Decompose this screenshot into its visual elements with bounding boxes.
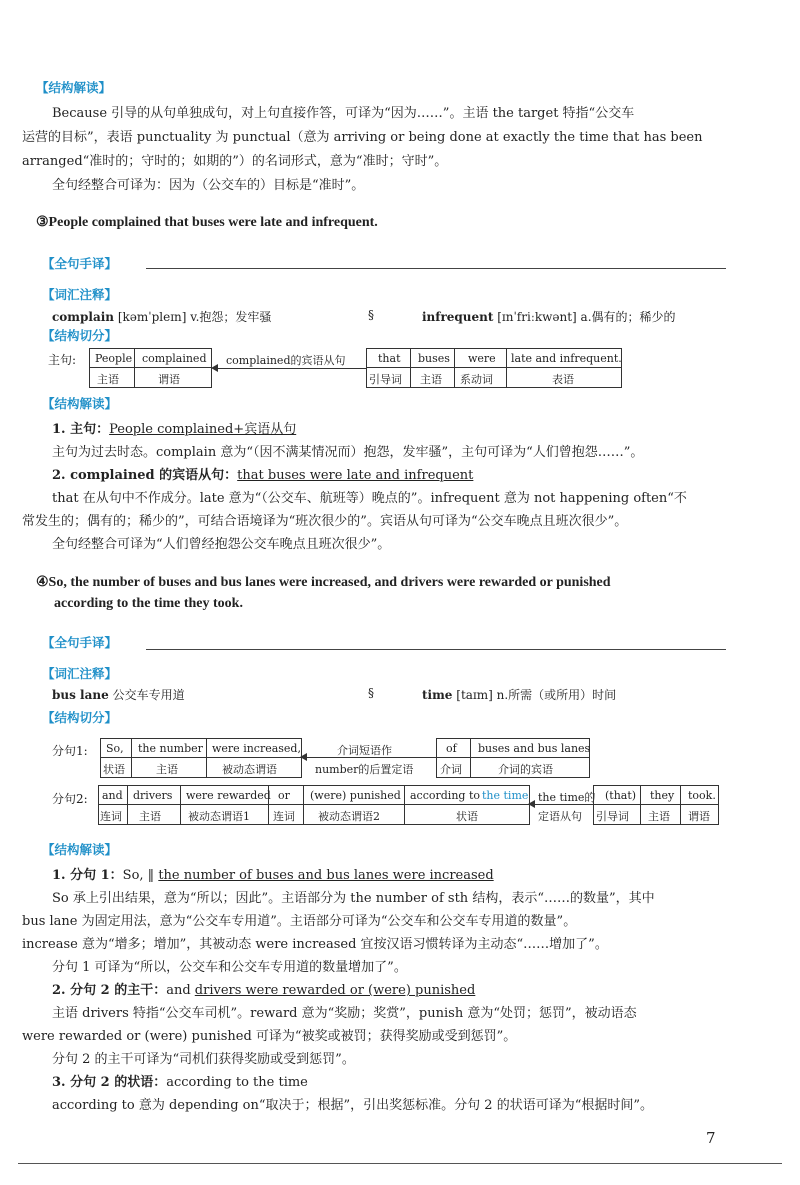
diagram-divider: [206, 738, 207, 777]
section-separator: §: [368, 686, 374, 700]
arrow-label: 介词短语作: [337, 744, 392, 757]
text-line: arranged“准时的；守时的；如期的”）的名词形式，意为“准时；守时”。: [22, 154, 448, 169]
diagram-role: 谓语: [688, 810, 710, 823]
diagram-divider: [127, 785, 128, 824]
diagram-divider: [89, 367, 211, 368]
diagram-word: of: [446, 742, 457, 755]
vocab-def: 公交车专用道: [112, 688, 185, 702]
vocab-def: [ɪnˈfriːkwənt] a.偶有的；稀少的: [497, 310, 676, 324]
point-number: 3. 分句 2 的状语：: [52, 1075, 167, 1090]
vocab-entry: [422, 308, 676, 325]
diagram-arrow: [535, 804, 593, 805]
text-line: bus lane 为固定用法，意为“公交车专用道”。主语部分可译为“公交车和公交车专用道的数量”。: [22, 914, 577, 929]
diagram-word: People: [95, 352, 133, 365]
vocab-word: infrequent: [422, 310, 494, 324]
point-number: 1. 主句：: [52, 422, 110, 437]
diagram-role: 表语: [552, 373, 574, 386]
vocab-def: [taɪm] n.所需（或所用）时间: [456, 688, 617, 702]
diagram-role: 主语: [97, 373, 119, 386]
arrow-label: complained的宾语从句: [226, 354, 346, 367]
diagram-role: 连词: [100, 810, 122, 823]
footer-rule: [18, 1163, 782, 1164]
diagram-word: according to: [410, 789, 480, 802]
point-text: So, ‖: [122, 868, 159, 883]
vocab-entry: [52, 686, 185, 703]
diagram-arrow: [307, 757, 436, 758]
diagram-divider: [454, 348, 455, 387]
diagram-role: 状语: [103, 763, 125, 776]
tag-vocab: 【词汇注释】: [42, 287, 118, 302]
diagram-divider: [134, 348, 135, 387]
vocab-def: [kəmˈpleɪn] v.抱怨；发牢骚: [117, 310, 272, 324]
tag-full-translation: 【全句手译】: [42, 256, 118, 271]
point-text: the number of buses and bus lanes were increased: [158, 868, 494, 883]
diagram-divider: [404, 785, 405, 824]
diagram-divider: [593, 804, 718, 805]
arrowhead-icon: [300, 753, 307, 761]
text-line: 主句为过去时态。complain 意为“（因不满某情况而）抱怨，发牢骚”，主句可译为“人们曾抱怨……”。: [52, 445, 644, 460]
diagram-word: the number: [138, 742, 203, 755]
sentence-heading: ③People complained that buses were late and infrequent.: [36, 215, 378, 230]
diagram-role: 主语: [156, 763, 178, 776]
diagram-role: 状语: [456, 810, 478, 823]
diagram-word: were increased,: [212, 742, 301, 755]
point-number: 2. complained 的宾语从句：: [52, 468, 238, 483]
text-line: Because 引导的从句单独成句，对上句直接作答，可译为“因为……”。主语 the target 特指“公交车: [52, 106, 635, 121]
text-line: So 承上引出结果，意为“所以；因此”。主语部分为 the number of sth 结构，表示“……的数量”，其中: [52, 891, 655, 906]
diagram-role: 主语: [420, 373, 442, 386]
diagram-divider: [410, 348, 411, 387]
point-text: according to the time: [166, 1075, 308, 1090]
sentence-heading: according to the time they took.: [54, 596, 243, 611]
vocab-word: time: [422, 688, 453, 702]
text-line: 全句经整合可译为“人们曾经抱怨公交车晚点且班次很少”。: [52, 537, 391, 552]
diagram-word: So,: [106, 742, 124, 755]
tag-structure-reading: 【结构解读】: [42, 842, 118, 857]
translation-blank-line[interactable]: [146, 268, 726, 269]
text-line: 主语 drivers 特指“公交车司机”。reward 意为“奖励；奖赏”，punish 意为“处罚；惩罚”，被动语态: [52, 1006, 637, 1021]
tag-structure-split: 【结构切分】: [42, 328, 118, 343]
vocab-word: complain: [52, 310, 115, 324]
diagram-divider: [131, 738, 132, 777]
diagram-word: buses and bus lanes: [478, 742, 591, 755]
diagram-divider: [680, 785, 681, 824]
diagram-word: drivers: [133, 789, 173, 802]
point-number: 1. 分句 1：: [52, 868, 123, 883]
text-line: 分句 2 的主干可译为“司机们获得奖励或受到惩罚”。: [52, 1052, 355, 1067]
page-number: 7: [706, 1129, 716, 1147]
diagram-word: and: [102, 789, 123, 802]
text-line: that 在从句中不作成分。late 意为“（公交车、航班等）晚点的”。infrequent 意为 not happening often“不: [52, 491, 687, 506]
tag-vocab: 【词汇注释】: [42, 666, 118, 681]
diagram-word: buses: [418, 352, 450, 365]
text-line: 分句 1 可译为“所以，公交车和公交车专用道的数量增加了”。: [52, 960, 407, 975]
diagram-divider: [98, 804, 529, 805]
diagram-word: (that): [605, 789, 637, 802]
diagram-divider: [436, 757, 589, 758]
diagram-divider: [180, 785, 181, 824]
text-line: 全句经整合可译为：因为（公交车的）目标是“准时”。: [52, 178, 365, 193]
arrow-label: 定语从句: [538, 810, 582, 823]
section-separator: §: [368, 308, 374, 322]
arrow-label: the time的: [538, 791, 596, 804]
tag-full-translation: 【全句手译】: [42, 635, 118, 650]
diagram-word: they: [650, 789, 675, 802]
vocab-entry: [52, 308, 271, 325]
point-text: People complained+宾语从句: [109, 422, 297, 437]
diagram-role: 连词: [273, 810, 295, 823]
main-clause-label: 主句:: [48, 353, 77, 367]
diagram-divider: [506, 348, 507, 387]
diagram-role: 介词: [440, 763, 462, 776]
diagram-arrow: [218, 368, 366, 369]
diagram-divider: [303, 785, 304, 824]
text-line: were rewarded or (were) punished 可译为“被奖或被罚；获得奖励或受到惩罚”。: [22, 1029, 517, 1044]
point-heading: [52, 864, 494, 883]
point-text: that buses were late and infrequent: [237, 468, 474, 483]
tag-structure-reading: 【结构解读】: [36, 80, 112, 95]
diagram-role: 引导词: [369, 373, 402, 386]
vocab-word: bus lane: [52, 688, 109, 702]
text-line: 常发生的；偶有的；稀少的”，可结合语境译为“班次很少的”。宾语从句可译为“公交车晚点且班次很少”。: [22, 514, 628, 529]
sentence-heading: ④So, the number of buses and bus lanes were increased, and drivers were rewarded or punished: [36, 575, 611, 590]
text-line: increase 意为“增多；增加”，其被动态 were increased 宜按汉语习惯转译为主动态“……增加了”。: [22, 937, 608, 952]
diagram-word: the time: [482, 789, 529, 802]
point-heading: [52, 1071, 308, 1090]
diagram-word: took.: [688, 789, 716, 802]
tag-structure-reading: 【结构解读】: [42, 396, 118, 411]
point-text: and: [166, 983, 195, 998]
diagram-role: 介词的宾语: [498, 763, 553, 776]
diagram-role: 被动态谓语1: [188, 810, 250, 823]
vocab-entry: [422, 686, 616, 703]
diagram-word: were: [468, 352, 496, 365]
clause1-label: 分句1:: [52, 744, 88, 758]
arrow-label: number的后置定语: [315, 763, 414, 776]
point-heading: [52, 418, 296, 437]
arrowhead-icon: [528, 800, 535, 808]
diagram-role: 系动词: [460, 373, 493, 386]
diagram-word: (were) punished: [310, 789, 401, 802]
arrowhead-icon: [211, 364, 218, 372]
diagram-divider: [366, 367, 621, 368]
tag-structure-split: 【结构切分】: [42, 710, 118, 725]
diagram-role: 主语: [648, 810, 670, 823]
diagram-role: 引导词: [596, 810, 629, 823]
diagram-word: or: [278, 789, 290, 802]
point-heading: [52, 979, 475, 998]
diagram-role: 被动态谓语: [222, 763, 277, 776]
diagram-word: that: [378, 352, 401, 365]
diagram-role: 谓语: [158, 373, 180, 386]
diagram-role: 被动态谓语2: [318, 810, 380, 823]
diagram-divider: [640, 785, 641, 824]
diagram-word: complained: [142, 352, 207, 365]
text-line: 运营的目标”，表语 punctuality 为 punctual（意为 arriving or being done at exactly the time that has been: [22, 130, 703, 145]
point-text: drivers were rewarded or (were) punished: [194, 983, 476, 998]
diagram-word: were rewarded: [186, 789, 271, 802]
clause2-label: 分句2:: [52, 792, 88, 806]
diagram-divider: [470, 738, 471, 777]
text-line: according to 意为 depending on“取决于；根据”，引出奖惩标准。分句 2 的状语可译为“根据时间”。: [52, 1098, 654, 1113]
diagram-word: late and infrequent.: [511, 352, 622, 365]
point-number: 2. 分句 2 的主干：: [52, 983, 167, 998]
diagram-role: 主语: [139, 810, 161, 823]
point-heading: [52, 464, 473, 483]
translation-blank-line[interactable]: [146, 649, 726, 650]
